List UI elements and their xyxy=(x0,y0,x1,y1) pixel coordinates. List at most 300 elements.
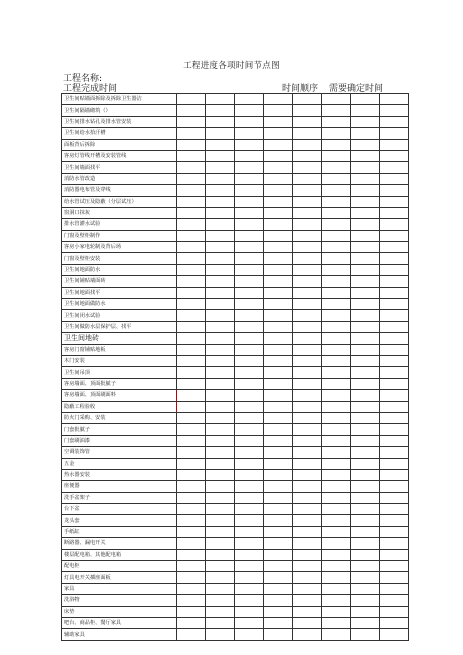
time-cell[interactable] xyxy=(235,105,264,116)
time-cell[interactable] xyxy=(264,219,293,230)
time-cell[interactable] xyxy=(380,538,409,549)
time-cell[interactable] xyxy=(235,412,264,423)
time-cell[interactable] xyxy=(235,481,264,492)
time-cell[interactable] xyxy=(322,606,351,617)
time-cell[interactable] xyxy=(322,629,351,640)
time-cell[interactable] xyxy=(235,355,264,366)
time-cell[interactable] xyxy=(351,185,380,196)
time-cell[interactable] xyxy=(235,378,264,389)
time-cell[interactable] xyxy=(380,617,409,628)
time-cell[interactable] xyxy=(380,116,409,127)
time-cell[interactable] xyxy=(177,196,206,207)
time-cell[interactable] xyxy=(293,333,322,344)
time-cell[interactable] xyxy=(206,287,235,298)
time-cell[interactable] xyxy=(235,150,264,161)
time-cell[interactable] xyxy=(206,150,235,161)
time-cell[interactable] xyxy=(206,264,235,275)
time-cell[interactable] xyxy=(351,481,380,492)
time-cell[interactable] xyxy=(322,595,351,606)
time-cell[interactable] xyxy=(206,583,235,594)
time-cell[interactable] xyxy=(235,469,264,480)
time-cell[interactable] xyxy=(351,549,380,560)
time-cell[interactable] xyxy=(177,561,206,572)
time-cell[interactable] xyxy=(293,561,322,572)
time-cell[interactable] xyxy=(322,572,351,583)
time-cell[interactable] xyxy=(177,162,206,173)
time-cell[interactable] xyxy=(380,469,409,480)
time-cell[interactable] xyxy=(380,253,409,264)
time-cell[interactable] xyxy=(264,264,293,275)
time-cell[interactable] xyxy=(235,526,264,537)
time-cell[interactable] xyxy=(206,230,235,241)
time-cell[interactable] xyxy=(177,538,206,549)
time-cell[interactable] xyxy=(351,572,380,583)
time-cell[interactable] xyxy=(351,504,380,515)
time-cell[interactable] xyxy=(206,572,235,583)
time-cell[interactable] xyxy=(380,242,409,253)
time-cell[interactable] xyxy=(322,185,351,196)
time-cell[interactable] xyxy=(322,264,351,275)
time-cell[interactable] xyxy=(380,629,409,640)
time-cell[interactable] xyxy=(351,162,380,173)
time-cell[interactable] xyxy=(293,595,322,606)
time-cell[interactable] xyxy=(177,150,206,161)
time-cell[interactable] xyxy=(206,481,235,492)
time-cell[interactable] xyxy=(177,276,206,287)
time-cell[interactable] xyxy=(293,105,322,116)
time-cell[interactable] xyxy=(264,617,293,628)
time-cell[interactable] xyxy=(206,333,235,344)
time-cell[interactable] xyxy=(293,196,322,207)
time-cell[interactable] xyxy=(380,150,409,161)
time-cell[interactable] xyxy=(293,401,322,412)
time-cell[interactable] xyxy=(206,94,235,105)
time-cell[interactable] xyxy=(380,435,409,446)
time-cell[interactable] xyxy=(206,344,235,355)
time-cell[interactable] xyxy=(235,629,264,640)
time-cell[interactable] xyxy=(380,196,409,207)
time-cell[interactable] xyxy=(351,116,380,127)
time-cell[interactable] xyxy=(322,321,351,332)
time-cell[interactable] xyxy=(351,469,380,480)
time-cell[interactable] xyxy=(380,105,409,116)
time-cell[interactable] xyxy=(206,219,235,230)
time-cell[interactable] xyxy=(206,629,235,640)
time-cell[interactable] xyxy=(235,435,264,446)
time-cell[interactable] xyxy=(235,230,264,241)
time-cell[interactable] xyxy=(322,435,351,446)
time-cell[interactable] xyxy=(293,310,322,321)
time-cell[interactable] xyxy=(177,401,206,412)
time-cell[interactable] xyxy=(206,390,235,401)
time-cell[interactable] xyxy=(206,128,235,139)
time-cell[interactable] xyxy=(322,412,351,423)
time-cell[interactable] xyxy=(380,162,409,173)
time-cell[interactable] xyxy=(351,242,380,253)
time-cell[interactable] xyxy=(177,515,206,526)
time-cell[interactable] xyxy=(322,549,351,560)
time-cell[interactable] xyxy=(235,196,264,207)
time-cell[interactable] xyxy=(177,105,206,116)
time-cell[interactable] xyxy=(322,230,351,241)
time-cell[interactable] xyxy=(235,162,264,173)
time-cell[interactable] xyxy=(351,367,380,378)
time-cell[interactable] xyxy=(351,173,380,184)
time-cell[interactable] xyxy=(351,310,380,321)
time-cell[interactable] xyxy=(322,150,351,161)
time-cell[interactable] xyxy=(264,128,293,139)
time-cell[interactable] xyxy=(351,424,380,435)
time-cell[interactable] xyxy=(235,458,264,469)
time-cell[interactable] xyxy=(322,116,351,127)
time-cell[interactable] xyxy=(264,276,293,287)
time-cell[interactable] xyxy=(235,333,264,344)
time-cell[interactable] xyxy=(322,583,351,594)
time-cell[interactable] xyxy=(235,185,264,196)
time-cell[interactable] xyxy=(351,253,380,264)
time-cell[interactable] xyxy=(235,173,264,184)
time-cell[interactable] xyxy=(380,139,409,150)
time-cell[interactable] xyxy=(235,492,264,503)
time-cell[interactable] xyxy=(177,469,206,480)
time-cell[interactable] xyxy=(293,572,322,583)
time-cell[interactable] xyxy=(380,333,409,344)
time-cell[interactable] xyxy=(177,435,206,446)
time-cell[interactable] xyxy=(206,139,235,150)
time-cell[interactable] xyxy=(380,583,409,594)
time-cell[interactable] xyxy=(351,538,380,549)
time-cell[interactable] xyxy=(206,515,235,526)
time-cell[interactable] xyxy=(264,230,293,241)
time-cell[interactable] xyxy=(206,173,235,184)
time-cell[interactable] xyxy=(322,401,351,412)
time-cell[interactable] xyxy=(293,242,322,253)
time-cell[interactable] xyxy=(351,287,380,298)
time-cell[interactable] xyxy=(293,139,322,150)
time-cell[interactable] xyxy=(177,458,206,469)
time-cell[interactable] xyxy=(293,355,322,366)
time-cell[interactable] xyxy=(177,617,206,628)
time-cell[interactable] xyxy=(293,321,322,332)
time-cell[interactable] xyxy=(177,595,206,606)
time-cell[interactable] xyxy=(351,321,380,332)
time-cell[interactable] xyxy=(264,333,293,344)
time-cell[interactable] xyxy=(206,162,235,173)
time-cell[interactable] xyxy=(235,561,264,572)
time-cell[interactable] xyxy=(293,150,322,161)
time-cell[interactable] xyxy=(293,583,322,594)
time-cell[interactable] xyxy=(206,310,235,321)
time-cell[interactable] xyxy=(351,447,380,458)
time-cell[interactable] xyxy=(177,424,206,435)
time-cell[interactable] xyxy=(293,116,322,127)
time-cell[interactable] xyxy=(322,94,351,105)
time-cell[interactable] xyxy=(322,492,351,503)
time-cell[interactable] xyxy=(177,549,206,560)
time-cell[interactable] xyxy=(380,230,409,241)
time-cell[interactable] xyxy=(235,595,264,606)
time-cell[interactable] xyxy=(235,344,264,355)
time-cell[interactable] xyxy=(177,139,206,150)
time-cell[interactable] xyxy=(322,378,351,389)
time-cell[interactable] xyxy=(264,185,293,196)
time-cell[interactable] xyxy=(293,378,322,389)
time-cell[interactable] xyxy=(264,150,293,161)
time-cell[interactable] xyxy=(293,367,322,378)
time-cell[interactable] xyxy=(351,390,380,401)
time-cell[interactable] xyxy=(206,116,235,127)
time-cell[interactable] xyxy=(293,230,322,241)
time-cell[interactable] xyxy=(380,390,409,401)
time-cell[interactable] xyxy=(235,606,264,617)
time-cell[interactable] xyxy=(206,504,235,515)
time-cell[interactable] xyxy=(380,367,409,378)
time-cell[interactable] xyxy=(206,378,235,389)
time-cell[interactable] xyxy=(206,196,235,207)
time-cell[interactable] xyxy=(206,242,235,253)
time-cell[interactable] xyxy=(264,378,293,389)
time-cell[interactable] xyxy=(322,310,351,321)
time-cell[interactable] xyxy=(293,173,322,184)
time-cell[interactable] xyxy=(264,173,293,184)
time-cell[interactable] xyxy=(264,390,293,401)
time-cell[interactable] xyxy=(264,242,293,253)
time-cell[interactable] xyxy=(380,264,409,275)
time-cell[interactable] xyxy=(293,253,322,264)
time-cell[interactable] xyxy=(264,526,293,537)
time-cell[interactable] xyxy=(322,162,351,173)
time-cell[interactable] xyxy=(177,412,206,423)
time-cell[interactable] xyxy=(351,333,380,344)
time-cell[interactable] xyxy=(177,583,206,594)
time-cell[interactable] xyxy=(206,424,235,435)
time-cell[interactable] xyxy=(380,401,409,412)
time-cell[interactable] xyxy=(380,458,409,469)
time-cell[interactable] xyxy=(322,128,351,139)
time-cell[interactable] xyxy=(380,344,409,355)
time-cell[interactable] xyxy=(351,515,380,526)
time-cell[interactable] xyxy=(351,219,380,230)
time-cell[interactable] xyxy=(380,321,409,332)
time-cell[interactable] xyxy=(177,299,206,310)
time-cell[interactable] xyxy=(177,526,206,537)
time-cell[interactable] xyxy=(380,606,409,617)
time-cell[interactable] xyxy=(293,549,322,560)
time-cell[interactable] xyxy=(351,412,380,423)
time-cell[interactable] xyxy=(177,94,206,105)
time-cell[interactable] xyxy=(322,299,351,310)
time-cell[interactable] xyxy=(235,299,264,310)
time-cell[interactable] xyxy=(206,276,235,287)
time-cell[interactable] xyxy=(322,207,351,218)
time-cell[interactable] xyxy=(264,606,293,617)
time-cell[interactable] xyxy=(322,253,351,264)
time-cell[interactable] xyxy=(351,561,380,572)
time-cell[interactable] xyxy=(264,481,293,492)
time-cell[interactable] xyxy=(264,424,293,435)
time-cell[interactable] xyxy=(177,367,206,378)
time-cell[interactable] xyxy=(177,492,206,503)
time-cell[interactable] xyxy=(206,367,235,378)
time-cell[interactable] xyxy=(235,128,264,139)
time-cell[interactable] xyxy=(235,219,264,230)
time-cell[interactable] xyxy=(293,94,322,105)
time-cell[interactable] xyxy=(235,94,264,105)
time-cell[interactable] xyxy=(322,617,351,628)
time-cell[interactable] xyxy=(235,447,264,458)
time-cell[interactable] xyxy=(351,378,380,389)
time-cell[interactable] xyxy=(380,378,409,389)
time-cell[interactable] xyxy=(264,116,293,127)
time-cell[interactable] xyxy=(264,253,293,264)
time-cell[interactable] xyxy=(264,515,293,526)
time-cell[interactable] xyxy=(322,344,351,355)
time-cell[interactable] xyxy=(351,435,380,446)
time-cell[interactable] xyxy=(351,264,380,275)
time-cell[interactable] xyxy=(322,173,351,184)
time-cell[interactable] xyxy=(235,310,264,321)
time-cell[interactable] xyxy=(351,595,380,606)
time-cell[interactable] xyxy=(264,549,293,560)
time-cell[interactable] xyxy=(380,219,409,230)
time-cell[interactable] xyxy=(322,481,351,492)
time-cell[interactable] xyxy=(293,424,322,435)
time-cell[interactable] xyxy=(380,526,409,537)
time-cell[interactable] xyxy=(206,458,235,469)
time-cell[interactable] xyxy=(322,367,351,378)
time-cell[interactable] xyxy=(351,629,380,640)
time-cell[interactable] xyxy=(293,515,322,526)
time-cell[interactable] xyxy=(293,412,322,423)
time-cell[interactable] xyxy=(264,287,293,298)
time-cell[interactable] xyxy=(380,572,409,583)
time-cell[interactable] xyxy=(177,333,206,344)
time-cell[interactable] xyxy=(322,424,351,435)
time-cell[interactable] xyxy=(322,469,351,480)
time-cell[interactable] xyxy=(235,515,264,526)
time-cell[interactable] xyxy=(293,447,322,458)
time-cell[interactable] xyxy=(264,412,293,423)
time-cell[interactable] xyxy=(264,162,293,173)
time-cell[interactable] xyxy=(264,504,293,515)
time-cell[interactable] xyxy=(293,629,322,640)
time-cell[interactable] xyxy=(293,185,322,196)
time-cell[interactable] xyxy=(264,572,293,583)
time-cell[interactable] xyxy=(206,253,235,264)
time-cell[interactable] xyxy=(264,310,293,321)
time-cell[interactable] xyxy=(264,435,293,446)
time-cell[interactable] xyxy=(322,561,351,572)
time-cell[interactable] xyxy=(380,424,409,435)
time-cell[interactable] xyxy=(235,617,264,628)
time-cell[interactable] xyxy=(235,401,264,412)
time-cell[interactable] xyxy=(177,219,206,230)
time-cell[interactable] xyxy=(380,447,409,458)
time-cell[interactable] xyxy=(322,538,351,549)
time-cell[interactable] xyxy=(380,355,409,366)
time-cell[interactable] xyxy=(322,276,351,287)
time-cell[interactable] xyxy=(264,367,293,378)
time-cell[interactable] xyxy=(206,606,235,617)
time-cell[interactable] xyxy=(322,458,351,469)
time-cell[interactable] xyxy=(206,561,235,572)
time-cell[interactable] xyxy=(351,583,380,594)
time-cell[interactable] xyxy=(264,207,293,218)
time-cell[interactable] xyxy=(264,139,293,150)
time-cell[interactable] xyxy=(351,458,380,469)
time-cell[interactable] xyxy=(177,629,206,640)
time-cell[interactable] xyxy=(322,105,351,116)
time-cell[interactable] xyxy=(293,458,322,469)
time-cell[interactable] xyxy=(351,94,380,105)
time-cell[interactable] xyxy=(322,139,351,150)
time-cell[interactable] xyxy=(206,549,235,560)
time-cell[interactable] xyxy=(351,196,380,207)
time-cell[interactable] xyxy=(293,264,322,275)
time-cell[interactable] xyxy=(322,447,351,458)
time-cell[interactable] xyxy=(322,242,351,253)
time-cell[interactable] xyxy=(293,469,322,480)
time-cell[interactable] xyxy=(293,128,322,139)
time-cell[interactable] xyxy=(351,526,380,537)
time-cell[interactable] xyxy=(293,526,322,537)
time-cell[interactable] xyxy=(177,116,206,127)
time-cell[interactable] xyxy=(264,105,293,116)
time-cell[interactable] xyxy=(206,412,235,423)
time-cell[interactable] xyxy=(206,321,235,332)
time-cell[interactable] xyxy=(264,401,293,412)
time-cell[interactable] xyxy=(206,469,235,480)
time-cell[interactable] xyxy=(264,561,293,572)
time-cell[interactable] xyxy=(293,435,322,446)
time-cell[interactable] xyxy=(264,595,293,606)
time-cell[interactable] xyxy=(235,116,264,127)
time-cell[interactable] xyxy=(264,538,293,549)
time-cell[interactable] xyxy=(293,299,322,310)
time-cell[interactable] xyxy=(293,219,322,230)
time-cell[interactable] xyxy=(206,185,235,196)
time-cell[interactable] xyxy=(380,299,409,310)
time-cell[interactable] xyxy=(264,492,293,503)
time-cell[interactable] xyxy=(235,242,264,253)
time-cell[interactable] xyxy=(380,504,409,515)
time-cell[interactable] xyxy=(293,162,322,173)
time-cell[interactable] xyxy=(264,469,293,480)
time-cell[interactable] xyxy=(235,264,264,275)
time-cell[interactable] xyxy=(351,617,380,628)
time-cell[interactable] xyxy=(206,207,235,218)
time-cell[interactable] xyxy=(380,549,409,560)
time-cell[interactable] xyxy=(380,185,409,196)
time-cell[interactable] xyxy=(177,447,206,458)
time-cell[interactable] xyxy=(322,526,351,537)
time-cell[interactable] xyxy=(293,617,322,628)
time-cell[interactable] xyxy=(351,150,380,161)
time-cell[interactable] xyxy=(264,458,293,469)
time-cell[interactable] xyxy=(206,401,235,412)
time-cell[interactable] xyxy=(264,94,293,105)
time-cell[interactable] xyxy=(235,207,264,218)
time-cell[interactable] xyxy=(322,287,351,298)
time-cell[interactable] xyxy=(380,561,409,572)
time-cell[interactable] xyxy=(206,595,235,606)
time-cell[interactable] xyxy=(235,538,264,549)
time-cell[interactable] xyxy=(351,139,380,150)
time-cell[interactable] xyxy=(380,128,409,139)
time-cell[interactable] xyxy=(322,355,351,366)
time-cell[interactable] xyxy=(380,492,409,503)
time-cell[interactable] xyxy=(177,481,206,492)
